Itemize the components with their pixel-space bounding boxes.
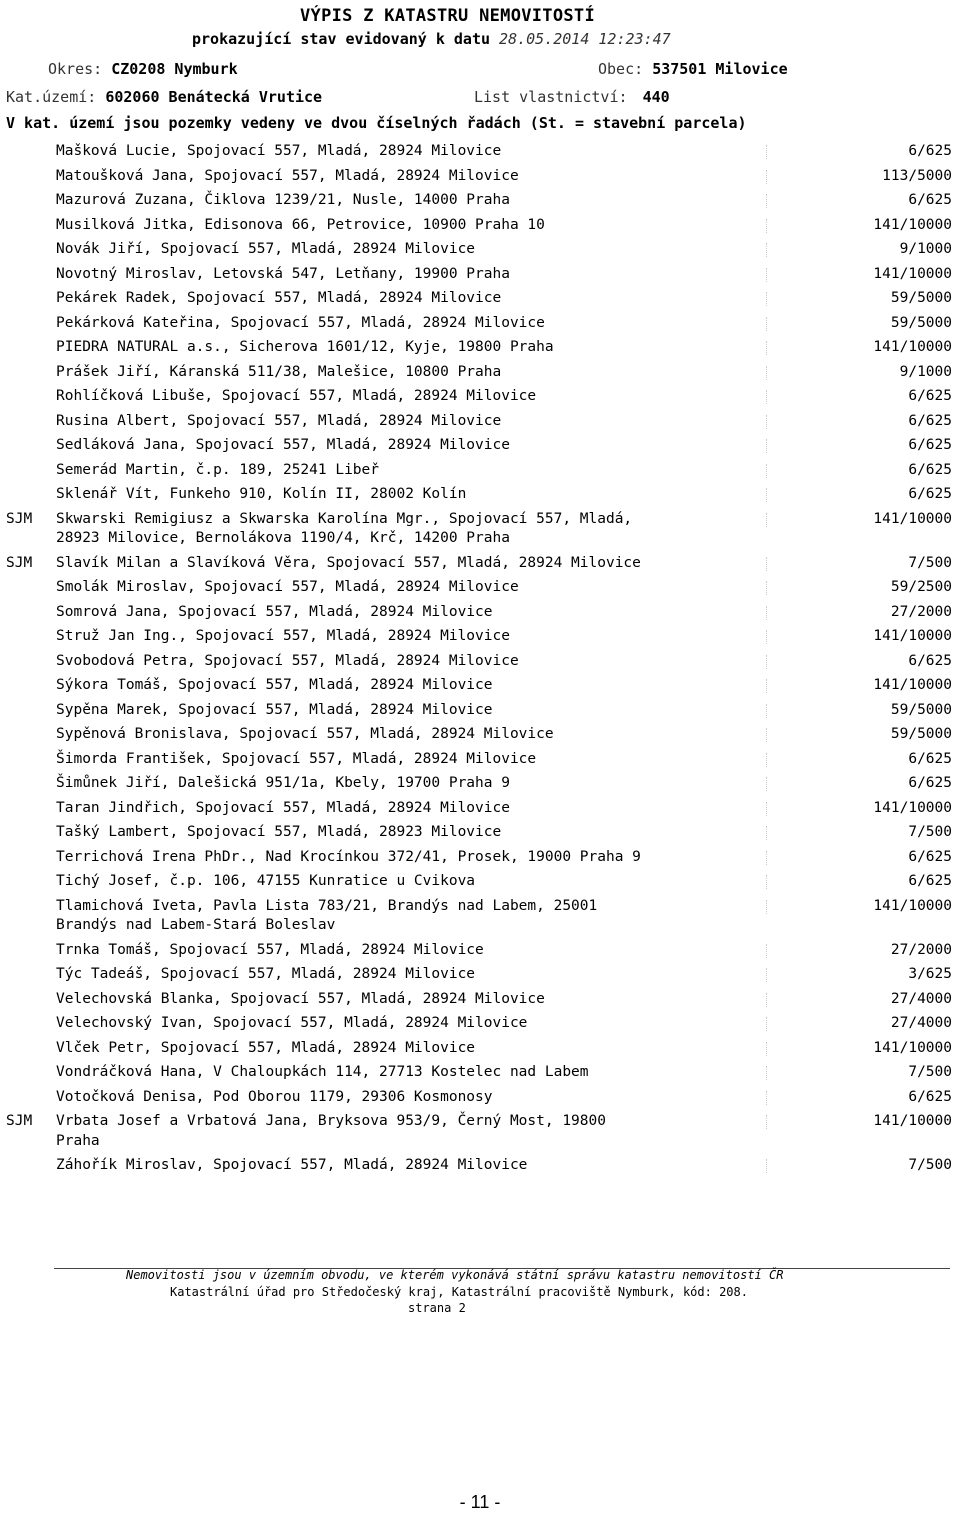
ownership-share: 59/2500 <box>890 579 952 595</box>
owner-name-address: Tichý Josef, č.p. 106, 47155 Kunratice u Cvikova <box>56 873 476 889</box>
owner-name-address: PIEDRA NATURAL a.s., Sicherova 1601/12, Kyje, 19800 Praha <box>56 339 554 355</box>
column-divider <box>766 219 767 233</box>
owners-list <box>0 140 960 1179</box>
owner-row <box>0 410 960 435</box>
column-divider <box>766 268 767 282</box>
document-title: VÝPIS Z KATASTRU NEMOVITOSTÍ <box>300 6 595 26</box>
column-divider <box>766 317 767 331</box>
owner-name-address: Sypěna Marek, Spojovací 557, Mladá, 28924 Milovice <box>56 701 493 718</box>
owner-name-address: Somrová Jana, Spojovací 557, Mladá, 28924 Milovice <box>56 603 493 620</box>
ownership-share: 141/10000 <box>873 1039 952 1056</box>
owner-row <box>0 748 960 773</box>
owner-name-address: Musilková Jitka, Edisonova 66, Petrovice, 10900 Praha 10 <box>56 216 545 233</box>
owner-row <box>0 189 960 214</box>
ownership-share: 59/5000 <box>890 701 952 718</box>
column-divider <box>766 993 767 1007</box>
owner-row <box>0 576 960 601</box>
ownership-share: 6/625 <box>908 1088 952 1105</box>
column-divider <box>766 826 767 840</box>
owner-row <box>0 895 960 939</box>
owner-row <box>0 963 960 988</box>
sjm-marker: SJM <box>6 510 33 527</box>
column-divider <box>766 1066 767 1080</box>
column-divider <box>766 1042 767 1056</box>
owner-name-address: Velechovská Blanka, Spojovací 557, Mladá, 28924 Milovice <box>56 990 545 1007</box>
ownership-share: 7/500 <box>908 824 952 840</box>
subtitle-text: prokazující stav evidovaný k datu <box>192 30 491 48</box>
footer-line-1: Nemovitosti jsou v územním obvodu, ve kterém vykonává státní správu katastru nemovitostí ČR <box>126 1268 784 1282</box>
owner-row <box>0 287 960 312</box>
ownership-share: 141/10000 <box>873 628 952 644</box>
owner-name-address: Sypěnová Bronislava, Spojovací 557, Mladá, 28924 Milovice <box>56 726 554 742</box>
owner-row <box>0 988 960 1013</box>
ownership-share: 141/10000 <box>873 265 952 282</box>
owner-name-address: Pekárková Kateřina, Spojovací 557, Mladá, 28924 Milovice <box>56 314 545 331</box>
column-divider <box>766 194 767 208</box>
column-divider <box>766 1159 767 1173</box>
owner-name-address: Sýkora Tomáš, Spojovací 557, Mladá, 28924 Milovice <box>56 677 493 693</box>
column-divider <box>766 728 767 742</box>
column-divider <box>766 606 767 620</box>
katuzemi-label: Kat.území: <box>6 88 97 106</box>
owner-row <box>0 601 960 626</box>
owner-name-address: Slavík Milan a Slavíková Věra, Spojovací 557, Mladá, 28924 Milovice <box>56 554 641 571</box>
column-divider <box>766 439 767 453</box>
owner-row <box>0 238 960 263</box>
owner-row <box>0 312 960 337</box>
column-divider <box>766 557 767 571</box>
owner-row <box>0 459 960 484</box>
ownership-share: 141/10000 <box>873 339 952 355</box>
column-divider <box>766 415 767 429</box>
column-divider <box>766 944 767 958</box>
column-divider <box>766 753 767 767</box>
column-divider <box>766 488 767 502</box>
owner-row <box>0 263 960 288</box>
owner-name-address: Smolák Miroslav, Spojovací 557, Mladá, 28924 Milovice <box>56 579 519 595</box>
column-divider <box>766 1115 767 1129</box>
ownership-share: 141/10000 <box>873 1113 952 1129</box>
column-divider <box>766 1091 767 1105</box>
list-vlastnictvi-label: List vlastnictví: <box>474 88 628 106</box>
column-divider <box>766 390 767 404</box>
list-vlastnictvi-value: 440 <box>642 88 670 106</box>
owner-row <box>0 361 960 386</box>
owner-row <box>0 674 960 699</box>
owner-row <box>0 165 960 190</box>
owner-row <box>0 1037 960 1062</box>
ownership-share: 7/500 <box>908 1064 952 1080</box>
column-divider <box>766 341 767 355</box>
owner-row <box>0 723 960 748</box>
column-divider <box>766 366 767 380</box>
okres-value: CZ0208 Nymburk <box>111 60 238 78</box>
owner-name-address: Trnka Tomáš, Spojovací 557, Mladá, 28924 Milovice <box>56 941 484 958</box>
owner-row <box>0 1154 960 1179</box>
ownership-share: 141/10000 <box>873 897 952 914</box>
owner-row <box>0 434 960 459</box>
owner-name-address: Pekárek Radek, Spojovací 557, Mladá, 28924 Milovice <box>56 290 502 306</box>
owner-name-address: Terrichová Irena PhDr., Nad Krocínkou 372/41, Prosek, 19000 Praha 9 <box>56 848 641 865</box>
owner-name-address: Vrbata Josef a Vrbatová Jana, Bryksova 953/9, Černý Most, 19800 Praha <box>56 1113 606 1149</box>
column-divider <box>766 513 767 527</box>
owner-row <box>0 1110 960 1154</box>
ownership-share: 59/5000 <box>890 290 952 306</box>
owner-row <box>0 140 960 165</box>
owner-row <box>0 846 960 871</box>
ownership-share: 27/4000 <box>890 1015 952 1031</box>
owner-name-address: Sklenář Vít, Funkeho 910, Kolín II, 28002 Kolín <box>56 486 467 502</box>
owner-name-address: Šimůnek Jiří, Dalešická 951/1a, Kbely, 19700 Praha 9 <box>56 775 510 791</box>
owner-name-address: Vlček Petr, Spojovací 557, Mladá, 28924 Milovice <box>56 1039 476 1056</box>
owner-row <box>0 650 960 675</box>
ownership-share: 6/625 <box>908 775 952 791</box>
owner-name-address: Sedláková Jana, Spojovací 557, Mladá, 28924 Milovice <box>56 437 510 453</box>
ownership-share: 141/10000 <box>873 677 952 693</box>
ownership-share: 6/625 <box>908 388 952 404</box>
owner-row <box>0 214 960 239</box>
column-divider <box>766 1017 767 1031</box>
ownership-share: 59/5000 <box>890 314 952 331</box>
owner-name-address: Matoušková Jana, Spojovací 557, Mladá, 28924 Milovice <box>56 167 519 184</box>
column-divider <box>766 900 767 914</box>
column-divider <box>766 145 767 159</box>
column-divider <box>766 704 767 718</box>
owner-row <box>0 385 960 410</box>
column-divider <box>766 968 767 982</box>
owner-name-address: Prášek Jiří, Káranská 511/38, Malešice, 10800 Praha <box>56 363 502 380</box>
ownership-share: 3/625 <box>908 966 952 982</box>
okres-label: Okres: <box>48 60 103 78</box>
page-number: - 11 - <box>459 1492 501 1512</box>
owner-row <box>0 336 960 361</box>
owner-row <box>0 625 960 650</box>
sjm-marker: SJM <box>6 554 33 571</box>
owner-name-address: Struž Jan Ing., Spojovací 557, Mladá, 28924 Milovice <box>56 628 510 644</box>
list-vlastnictvi-row <box>474 88 670 106</box>
owner-name-address: Tlamichová Iveta, Pavla Lista 783/21, Brandýs nad Labem, 25001 Brandýs nad Labem-Stará Boleslav <box>56 897 598 933</box>
owner-row <box>0 797 960 822</box>
obec-value: 537501 Milovice <box>652 60 788 78</box>
column-divider <box>766 630 767 644</box>
ownership-share: 113/5000 <box>882 167 952 184</box>
owner-name-address: Novák Jiří, Spojovací 557, Mladá, 28924 Milovice <box>56 241 476 257</box>
owner-row <box>0 939 960 964</box>
owner-name-address: Mazurová Zuzana, Čiklova 1239/21, Nusle, 14000 Praha <box>56 192 510 208</box>
ownership-share: 27/4000 <box>890 990 952 1007</box>
column-divider <box>766 292 767 306</box>
owner-name-address: Taran Jindřich, Spojovací 557, Mladá, 28924 Milovice <box>56 799 510 816</box>
document-subtitle <box>192 30 671 48</box>
obec-label: Obec: <box>598 60 644 78</box>
ownership-share: 9/1000 <box>899 363 952 380</box>
column-divider <box>766 243 767 257</box>
owner-name-address: Votočková Denisa, Pod Oborou 1179, 29306 Kosmonosy <box>56 1088 493 1105</box>
column-divider <box>766 655 767 669</box>
owner-name-address: Vondráčková Hana, V Chaloupkách 114, 27713 Kostelec nad Labem <box>56 1064 589 1080</box>
owner-row <box>0 508 960 552</box>
ownership-share: 6/625 <box>908 437 952 453</box>
column-divider <box>766 581 767 595</box>
ownership-share: 6/625 <box>908 192 952 208</box>
owner-name-address: Šimorda František, Spojovací 557, Mladá, 28924 Milovice <box>56 750 537 767</box>
column-divider <box>766 851 767 865</box>
column-divider <box>766 170 767 184</box>
owner-name-address: Rohlíčková Libuše, Spojovací 557, Mladá, 28924 Milovice <box>56 388 537 404</box>
owner-row <box>0 821 960 846</box>
parcel-series-note: V kat. území jsou pozemky vedeny ve dvou číselných řadách (St. = stavební parcela) <box>6 114 747 132</box>
obec-row <box>598 60 788 78</box>
owner-row <box>0 772 960 797</box>
ownership-share: 6/625 <box>908 873 952 889</box>
owner-row <box>0 483 960 508</box>
owner-name-address: Skwarski Remigiusz a Skwarska Karolína Mgr., Spojovací 557, Mladá, 28923 Milovice, Bernolákova 1190/4, Krč, 14200 Praha <box>56 510 633 546</box>
column-divider <box>766 777 767 791</box>
owner-row <box>0 1012 960 1037</box>
ownership-share: 6/625 <box>908 461 952 478</box>
ownership-share: 6/625 <box>908 848 952 865</box>
column-divider <box>766 802 767 816</box>
ownership-share: 7/500 <box>908 1157 952 1173</box>
column-divider <box>766 464 767 478</box>
ownership-share: 141/10000 <box>873 799 952 816</box>
column-divider <box>766 875 767 889</box>
katuzemi-value: 602060 Benátecká Vrutice <box>105 88 323 106</box>
owner-name-address: Týc Tadeáš, Spojovací 557, Mladá, 28924 Milovice <box>56 966 476 982</box>
ownership-share: 59/5000 <box>890 726 952 742</box>
ownership-share: 9/1000 <box>899 241 952 257</box>
ownership-share: 141/10000 <box>873 510 952 527</box>
owner-name-address: Velechovský Ivan, Spojovací 557, Mladá, 28924 Milovice <box>56 1015 528 1031</box>
ownership-share: 6/625 <box>908 652 952 669</box>
owner-name-address: Tašký Lambert, Spojovací 557, Mladá, 28923 Milovice <box>56 824 502 840</box>
owner-row <box>0 699 960 724</box>
subtitle-datetime: 28.05.2014 12:23:47 <box>499 30 671 48</box>
sjm-marker: SJM <box>6 1113 33 1129</box>
ownership-share: 27/2000 <box>890 603 952 620</box>
footer-page-label: strana 2 <box>408 1301 466 1315</box>
ownership-share: 6/625 <box>908 412 952 429</box>
column-divider <box>766 679 767 693</box>
owner-name-address: Mašková Lucie, Spojovací 557, Mladá, 28924 Milovice <box>56 143 502 159</box>
owner-row <box>0 870 960 895</box>
owner-row <box>0 1061 960 1086</box>
ownership-share: 6/625 <box>908 486 952 502</box>
owner-name-address: Svobodová Petra, Spojovací 557, Mladá, 28924 Milovice <box>56 652 519 669</box>
footer-line-2: Katastrální úřad pro Středočeský kraj, Katastrální pracoviště Nymburk, kód: 208. <box>170 1285 748 1299</box>
ownership-share: 6/625 <box>908 750 952 767</box>
okres-row <box>48 60 238 78</box>
owner-row <box>0 1086 960 1111</box>
ownership-share: 141/10000 <box>873 216 952 233</box>
owner-name-address: Rusina Albert, Spojovací 557, Mladá, 28924 Milovice <box>56 412 502 429</box>
ownership-share: 27/2000 <box>890 941 952 958</box>
katuzemi-row <box>6 88 322 106</box>
ownership-share: 6/625 <box>908 143 952 159</box>
owner-name-address: Záhořík Miroslav, Spojovací 557, Mladá, 28924 Milovice <box>56 1157 528 1173</box>
owner-name-address: Semerád Martin, č.p. 189, 25241 Libeř <box>56 461 380 478</box>
ownership-share: 7/500 <box>908 554 952 571</box>
owner-row <box>0 552 960 577</box>
owner-name-address: Novotný Miroslav, Letovská 547, Letňany, 19900 Praha <box>56 265 510 282</box>
